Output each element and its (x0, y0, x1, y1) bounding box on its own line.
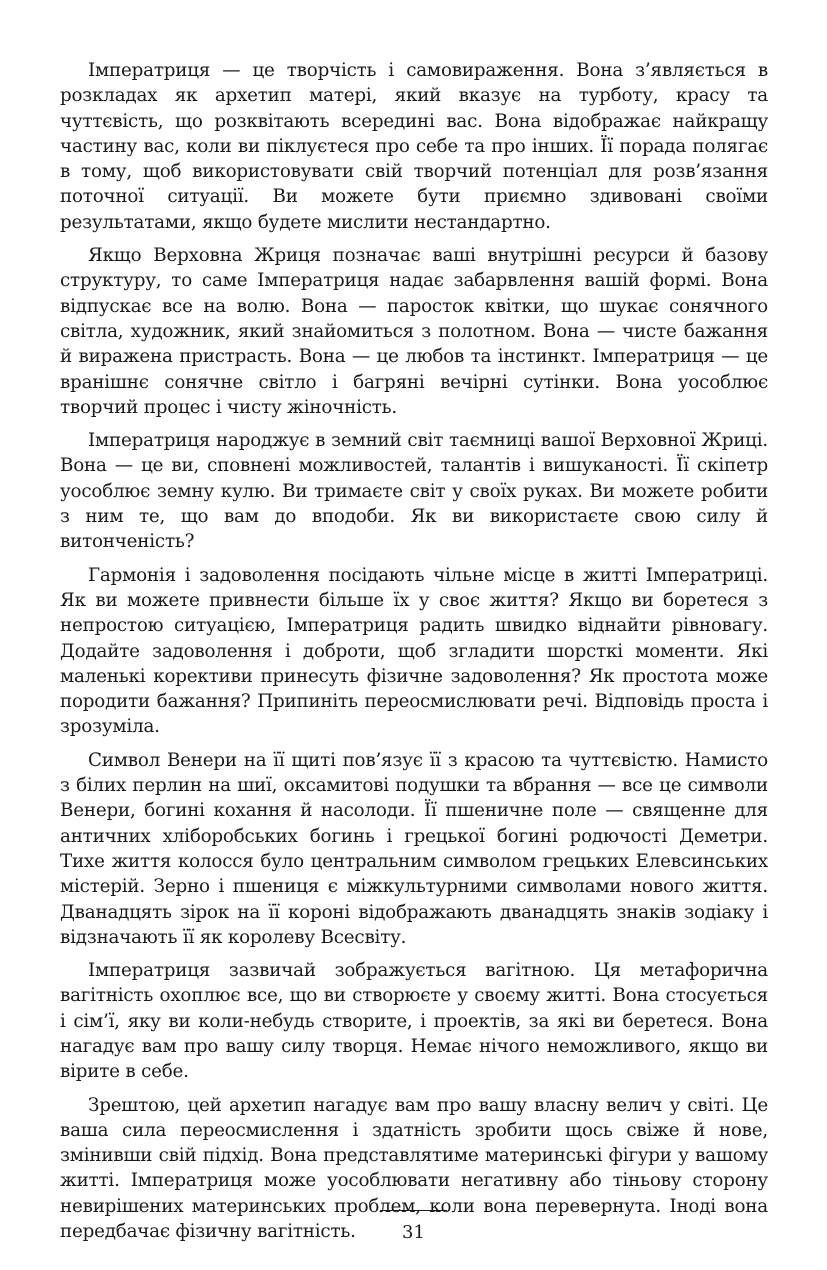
paragraph: Символ Венери на її щиті пов’язує її з красою та чуттєвістю. Намисто з білих перлин на шиї, оксамитові подушки та вбрання — все це символи Венери, богині кохання й насолоди. Її пшеничне поле — священне для античних хліборобських богинь і грецької богині родючості Деметри. Тихе життя колосся було центральним символом грецьких Елевсинських містерій. Зерно і пшениця є міжкультурними символами нового життя. Дванадцять зірок на її короні відображають дванадцять знаків зодіаку і відзначають її як королеву Всесвіту. (60, 749, 768, 948)
paragraph: Якщо Верховна Жриця позначає ваші внутрішні ресурси й базову структуру, то саме Імператриця надає забарвлення вашій формі. Вона відпускає все на волю. Вона — паросток квітки, що шукає сонячного світла, художник, який знайомиться з полотном. Вона — чисте бажання й виражена пристрасть. Вона — це любов та інстинкт. Імператриця — це вранішнє сонячне світло і багряні вечірні сутінки. Вона уособлює творчий процес і чисту жіночність. (60, 245, 768, 418)
page-body (60, 58, 768, 1252)
paragraph: Гармонія і задоволення посідають чільне місце в житті Імператриці. Як ви можете привнести більше їх у своє життя? Якщо ви боретеся з непростою ситуацією, Імператриця радить швидко віднайти рівновагу. Додайте задоволення і доброти, щоб згладити шорсткі моменти. Які маленькі корективи принесуть фізичне задоволення? Як простота може породити бажання? Припиніть переосмислювати речі. Відповідь проста і зрозуміла. (60, 564, 768, 738)
paragraph: Зрештою, цей архетип нагадує вам про вашу власну велич у світі. Це ваша сила переосмислення і здатність зробити щось свіже й нове, змінивши свій підхід. Вона представлятиме материнські фігури у вашому житті. Імператриця може уособлювати негативну або тіньову сторону невирішених материнських проблем, коли вона перевернута. Іноді вона передбачає фізичну вагітність. (60, 1094, 768, 1243)
paragraph: Імператриця зазвичай зображується вагітною. Ця метафорична вагітність охоплює все, що ви створюєте у своєму житті. Вона стосується і сім’ї, яку ви коли-небудь створите, і проектів, за які ви беретеся. Вона нагадує вам про вашу силу творця. Немає нічого неможливого, якщо ви вірите в себе. (60, 960, 768, 1083)
page-number: 31 (402, 1222, 425, 1243)
footer-divider (380, 1210, 447, 1211)
paragraph: Імператриця — це творчість і самовираження. Вона з’являється в розкладах як архетип матері, який вказує на турботу, красу та чуттєвість, що розквітають всередині вас. Вона відображає найкращу частину вас, коли ви піклуєтеся про себе та про інших. Її порада полягає в тому, щоб використовувати свій творчий потенціал для розв’язання поточної ситуації. Ви можете бути приємно здивовані своїми результатами, якщо будете мислити нестандартно. (60, 60, 768, 233)
paragraph: Імператриця народжує в земний світ таємниці вашої Верховної Жриці. Вона — це ви, сповнені можливостей, талантів і вишуканості. Її скіпетр уособлює земну кулю. Ви тримаєте світ у своїх руках. Ви можете робити з ним те, що вам до вподоби. Як ви використаєте свою силу й витонченість? (60, 430, 768, 553)
